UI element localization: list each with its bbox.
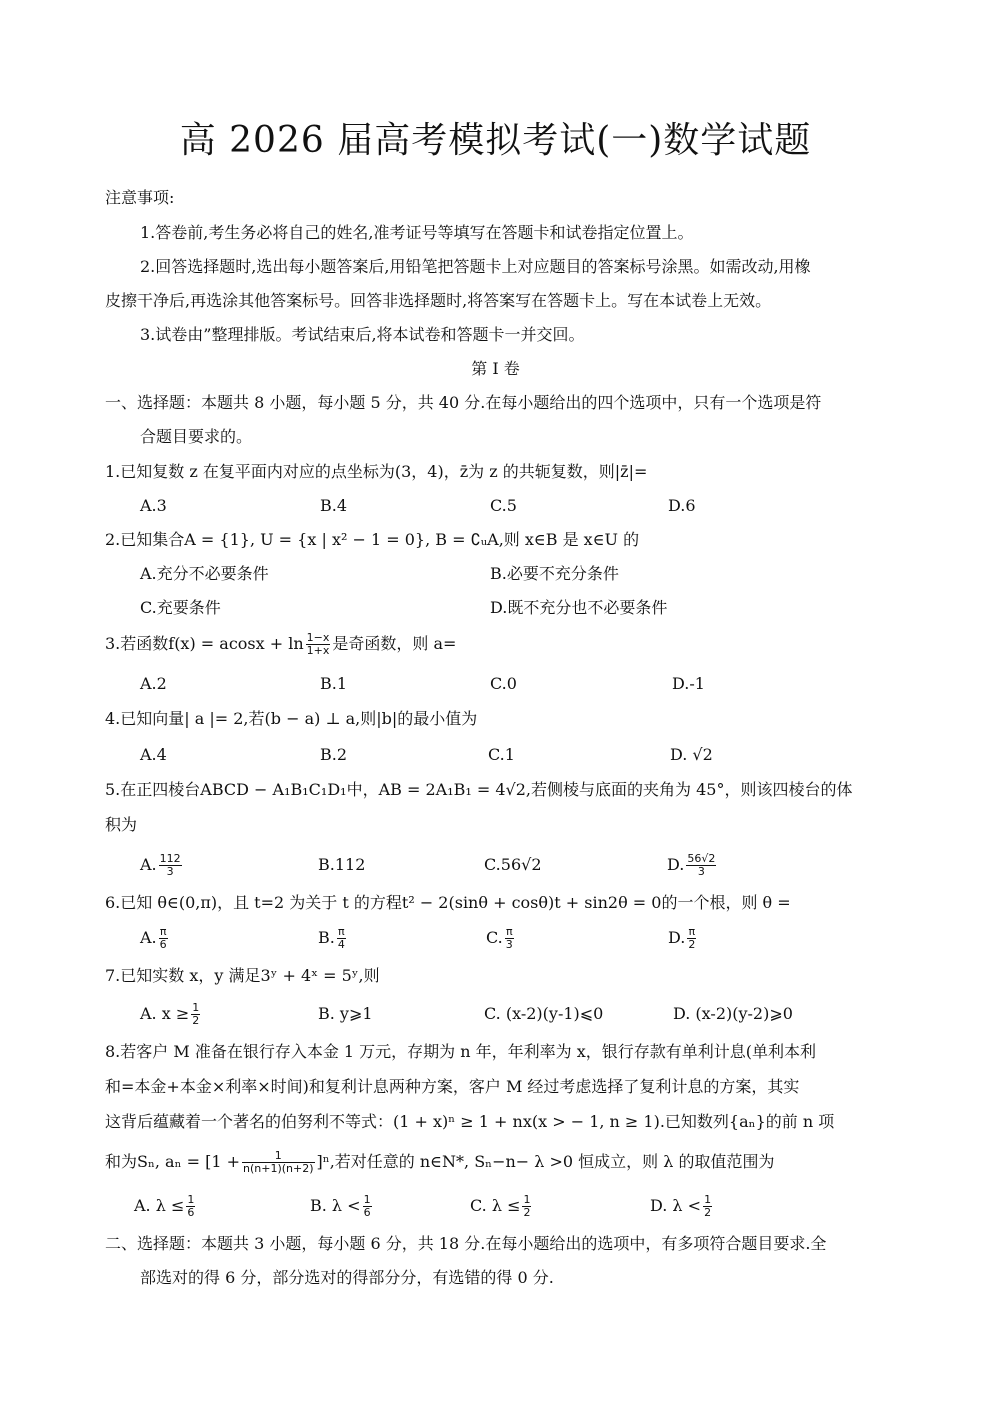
section2-heading: 二、选择题：本题共 3 小题，每小题 6 分，共 18 分.在每小题给出的选项中，有多项符合题目要求.全 bbox=[105, 1234, 827, 1253]
q5-option-c: C.56√2 bbox=[484, 855, 542, 874]
question-3-stem bbox=[105, 630, 456, 658]
q5-option-a-label: A. bbox=[140, 855, 157, 874]
q6-option-d-den: 2 bbox=[688, 938, 696, 951]
q4-option-d: D. √2 bbox=[670, 745, 713, 764]
q8-option-c bbox=[470, 1192, 533, 1220]
q8-option-a-den: 6 bbox=[187, 1206, 195, 1219]
q7-option-d: D. (x-2)(y-2)⩾0 bbox=[673, 1004, 793, 1023]
section1-heading: 一、选择题：本题共 8 小题，每小题 5 分，共 40 分.在每小题给出的四个选项中，只有一个选项是符 bbox=[105, 393, 822, 412]
q8-option-d-num: 1 bbox=[704, 1193, 712, 1206]
q5-option-b: B.112 bbox=[318, 855, 366, 874]
question-8-line-3: 这背后蕴藏着一个著名的伯努利不等式：(1 + x)ⁿ ≥ 1 + nx(x > − 1, n ≥ 1).已知数列{aₙ}的前 n 项 bbox=[105, 1112, 835, 1131]
question-6-stem: 6.已知 θ∈(0,π)，且 t=2 为关于 t 的方程t² − 2(sinθ + cosθ)t + sin2θ = 0的一个根，则 θ = bbox=[105, 893, 791, 912]
q8-option-c-label: C. λ ≤ bbox=[470, 1196, 521, 1215]
section2-heading-cont: 部选对的得 6 分，部分选对的得部分分，有选错的得 0 分. bbox=[140, 1268, 554, 1287]
notice-item-3: 3.试卷由”整理排版。考试结束后,将本试卷和答题卡一并交回。 bbox=[140, 325, 585, 344]
q3-fraction bbox=[306, 632, 331, 657]
q3-option-d: D.-1 bbox=[672, 674, 705, 693]
q6-option-d-label: D. bbox=[668, 928, 686, 947]
q8-option-d-den: 2 bbox=[704, 1206, 712, 1219]
q7-option-a-den: 2 bbox=[192, 1014, 200, 1027]
q8-option-c-frac bbox=[522, 1194, 531, 1219]
q4-option-a: A.4 bbox=[140, 745, 167, 764]
q1-option-b: B.4 bbox=[320, 496, 348, 515]
q8-option-a-label: A. λ ≤ bbox=[134, 1196, 185, 1215]
q8-line4-num: 1 bbox=[242, 1150, 315, 1163]
q8-line4-frac bbox=[242, 1150, 315, 1175]
question-2-stem: 2.已知集合A = {1}, U = {x | x² − 1 = 0}, B = ∁ᵤA,则 x∈B 是 x∈U 的 bbox=[105, 530, 640, 549]
q6-option-a-den: 6 bbox=[159, 938, 167, 951]
q8-line4-den: n(n+1)(n+2) bbox=[243, 1162, 314, 1175]
q6-option-b-den: 4 bbox=[337, 938, 345, 951]
q7-option-a-num: 1 bbox=[192, 1001, 200, 1014]
q5-option-d bbox=[667, 850, 718, 880]
question-7-stem: 7.已知实数 x，y 满足3ʸ + 4ˣ = 5ʸ,则 bbox=[105, 966, 380, 985]
q3-option-c: C.0 bbox=[490, 674, 517, 693]
notice-item-1: 1.答卷前,考生务必将自己的姓名,准考证号等填写在答题卡和试卷指定位置上。 bbox=[140, 223, 694, 242]
q6-option-c-label: C. bbox=[486, 928, 503, 947]
q5-option-d-den: 3 bbox=[697, 865, 705, 878]
q2-option-c: C.充要条件 bbox=[140, 598, 221, 617]
q8-option-b-den: 6 bbox=[363, 1206, 371, 1219]
q8-option-d bbox=[650, 1192, 714, 1220]
q5-option-d-frac bbox=[686, 853, 716, 878]
q5-option-a bbox=[140, 850, 184, 880]
notice-heading: 注意事项: bbox=[105, 188, 175, 207]
q5-option-d-label: D. bbox=[667, 855, 685, 874]
q3-stem-post: 是奇函数，则 a= bbox=[332, 634, 457, 653]
q7-option-c: C. (x-2)(y-1)⩽0 bbox=[484, 1004, 604, 1023]
q8-option-b bbox=[310, 1192, 374, 1220]
q5-option-a-frac bbox=[159, 853, 182, 878]
q8-line4-pre: 和为Sₙ, aₙ = [1 + bbox=[105, 1152, 241, 1171]
q1-option-c: C.5 bbox=[490, 496, 517, 515]
q8-line4-post: ]ⁿ,若对任意的 n∈N*, Sₙ−n− λ >0 恒成立，则 λ 的取值范围为 bbox=[316, 1152, 775, 1171]
q7-option-a-label: A. x ≥ bbox=[140, 1004, 190, 1023]
q6-option-d-frac bbox=[687, 926, 696, 951]
q6-option-d bbox=[668, 924, 698, 952]
notice-item-2: 2.回答选择题时,选出每小题答案后,用铅笔把答题卡上对应题目的答案标号涂黑。如需改动,用橡 bbox=[140, 257, 811, 276]
q1-option-d: D.6 bbox=[668, 496, 696, 515]
q6-option-a-frac bbox=[159, 926, 168, 951]
q6-option-c bbox=[486, 924, 516, 952]
q1-option-a: A.3 bbox=[140, 496, 167, 515]
q8-option-a bbox=[134, 1192, 197, 1220]
q6-option-c-num: π bbox=[505, 925, 513, 938]
q3-frac-den: 1+x bbox=[306, 644, 330, 657]
q6-option-c-frac bbox=[505, 926, 514, 951]
q6-option-a bbox=[140, 924, 170, 952]
q7-option-a bbox=[140, 1000, 202, 1028]
question-4-stem: 4.已知向量| a |= 2,若(b − a) ⊥ a,则|b|的最小值为 bbox=[105, 709, 478, 728]
q8-option-a-num: 1 bbox=[187, 1193, 195, 1206]
page-title: 高 2026 届高考模拟考试(一)数学试题 bbox=[179, 120, 812, 161]
notice-item-2-cont: 皮擦干净后,再选涂其他答案标号。回答非选择题时,将答案写在答题卡上。写在本试卷上无效。 bbox=[105, 291, 772, 310]
q6-option-c-den: 3 bbox=[505, 938, 513, 951]
q2-option-b: B.必要不充分条件 bbox=[490, 564, 619, 583]
section1-heading-cont: 合题目要求的。 bbox=[140, 427, 253, 446]
question-5-stem-cont: 积为 bbox=[105, 815, 138, 834]
q8-option-c-num: 1 bbox=[523, 1193, 531, 1206]
q8-option-c-den: 2 bbox=[523, 1206, 531, 1219]
question-8-line-1: 8.若客户 M 准备在银行存入本金 1 万元，存期为 n 年，年利率为 x，银行存款有单利计息(单利本利 bbox=[105, 1042, 817, 1061]
q6-option-d-num: π bbox=[688, 925, 696, 938]
q3-option-b: B.1 bbox=[320, 674, 348, 693]
q6-option-b-label: B. bbox=[318, 928, 335, 947]
q6-option-b bbox=[318, 924, 348, 952]
q5-option-a-den: 3 bbox=[166, 865, 174, 878]
q8-option-d-label: D. λ < bbox=[650, 1196, 702, 1215]
q8-option-d-frac bbox=[703, 1194, 712, 1219]
q3-stem-pre: 3.若函数f(x) = acosx + ln bbox=[105, 634, 304, 653]
q8-option-a-frac bbox=[186, 1194, 195, 1219]
q7-option-a-frac bbox=[191, 1002, 200, 1027]
q6-option-b-num: π bbox=[338, 925, 345, 938]
q8-option-b-num: 1 bbox=[363, 1193, 371, 1206]
q2-option-d: D.既不充分也不必要条件 bbox=[490, 598, 668, 617]
volume-heading: 第 I 卷 bbox=[471, 359, 520, 378]
q8-option-b-label: B. λ < bbox=[310, 1196, 361, 1215]
q3-option-a: A.2 bbox=[140, 674, 167, 693]
question-1-stem: 1.已知复数 z 在复平面内对应的点坐标为(3，4)，z̄为 z 的共轭复数，则|z̄|= bbox=[105, 462, 648, 481]
q6-option-b-frac bbox=[337, 926, 346, 951]
question-8-line-4 bbox=[105, 1146, 775, 1178]
q7-option-b: B. y⩾1 bbox=[318, 1004, 373, 1023]
q5-option-a-num: 112 bbox=[159, 852, 181, 865]
q5-option-d-num: 56√2 bbox=[687, 852, 716, 865]
q4-option-c: C.1 bbox=[488, 745, 515, 764]
question-5-stem: 5.在正四棱台ABCD − A₁B₁C₁D₁中，AB = 2A₁B₁ = 4√2,若侧棱与底面的夹角为 45°，则该四棱台的体 bbox=[105, 780, 853, 799]
question-8-line-2: 和=本金+本金×利率×时间)和复利计息两种方案，客户 M 经过考虑选择了复利计息的方案，其实 bbox=[105, 1077, 800, 1096]
q6-option-a-num: π bbox=[159, 925, 167, 938]
q8-option-b-frac bbox=[363, 1194, 372, 1219]
q6-option-a-label: A. bbox=[140, 928, 157, 947]
q4-option-b: B.2 bbox=[320, 745, 348, 764]
q3-frac-num: 1−x bbox=[306, 631, 330, 644]
q2-option-a: A.充分不必要条件 bbox=[140, 564, 269, 583]
